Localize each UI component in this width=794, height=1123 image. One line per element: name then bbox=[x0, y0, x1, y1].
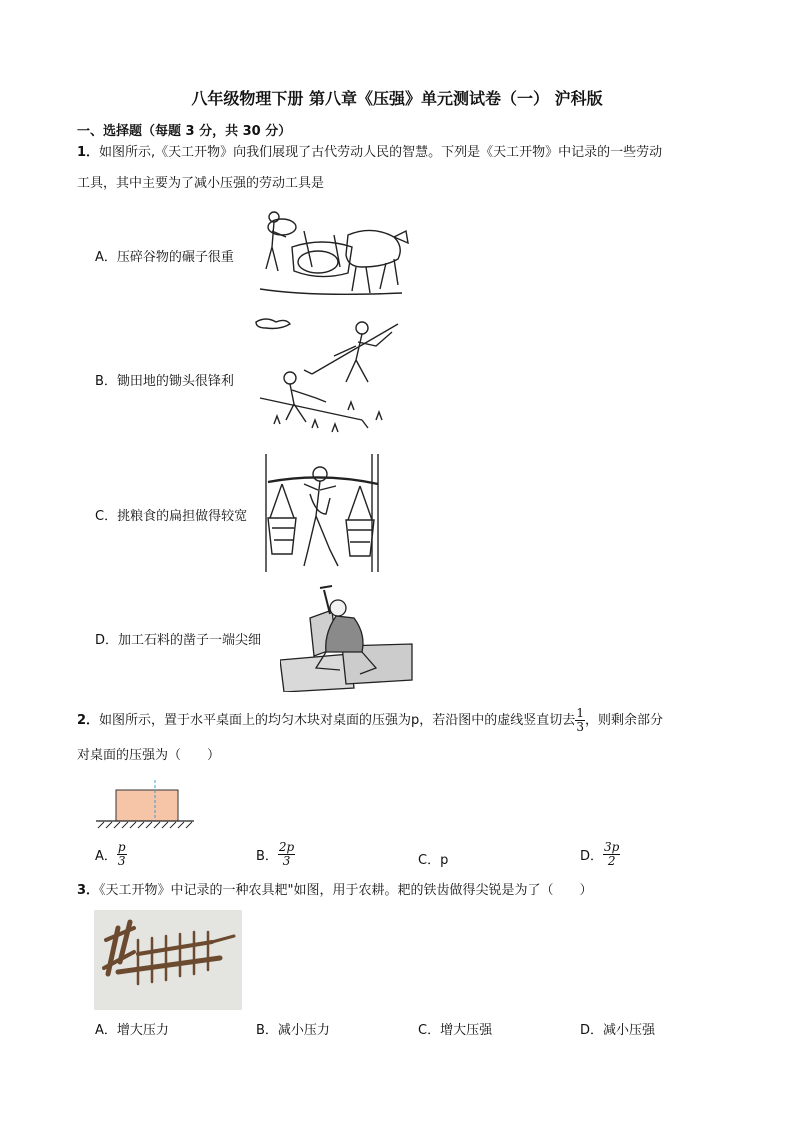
hoe-illustration bbox=[252, 316, 402, 438]
question-1-number: 1． bbox=[77, 145, 100, 160]
question-2-number: 2． bbox=[77, 713, 100, 728]
fraction-denominator: 3 bbox=[117, 854, 126, 868]
question-3-number: 3． bbox=[77, 883, 100, 898]
q3-option-b[interactable] bbox=[256, 1019, 330, 1038]
q1-option-a[interactable] bbox=[95, 246, 234, 265]
option-fraction bbox=[117, 841, 127, 868]
question-3-text: 《天工开物》中记录的一种农具耙"如图，用于农耕。耙的铁齿做得尖锐是为了（ ） bbox=[99, 883, 593, 898]
question-2-text-b: ，则剩余部分 bbox=[584, 713, 663, 728]
question-1-line2: 工具，其中主要为了减小压强的劳动工具是 bbox=[77, 176, 325, 191]
millstone-illustration bbox=[252, 207, 412, 299]
q2-option-d[interactable] bbox=[580, 841, 620, 868]
q1-option-d[interactable] bbox=[95, 629, 261, 648]
fraction-numerator: 2p bbox=[278, 840, 295, 854]
option-letter: D． bbox=[580, 1023, 604, 1038]
question-2-line1 bbox=[77, 706, 663, 736]
q2-option-a[interactable] bbox=[95, 841, 127, 868]
option-text: 增大压强 bbox=[440, 1023, 493, 1038]
question-2-line2: 对桌面的压强为（ ） bbox=[77, 748, 221, 763]
option-text: 压碎谷物的碾子很重 bbox=[116, 250, 234, 265]
wood-block-diagram bbox=[94, 778, 196, 830]
question-1-text: 如图所示,《天工开物》向我们展现了古代劳动人民的智慧。下列是《天工开物》中记录的一些劳动 bbox=[99, 145, 663, 160]
q1-option-b[interactable] bbox=[95, 370, 234, 389]
option-letter: C． bbox=[418, 1023, 441, 1038]
option-text: 增大压力 bbox=[116, 1023, 169, 1038]
option-text: 挑粮食的扁担做得较宽 bbox=[117, 509, 248, 524]
fraction-numerator: 1 bbox=[576, 706, 584, 720]
option-text: p bbox=[440, 853, 449, 868]
option-fraction bbox=[603, 841, 620, 868]
option-letter: C． bbox=[418, 853, 441, 868]
option-text: 加工石料的凿子一端尖细 bbox=[118, 633, 262, 648]
fraction-denominator: 3 bbox=[282, 854, 291, 868]
q3-option-a[interactable] bbox=[95, 1019, 169, 1038]
section-heading: 一、选择题（每题 3 分，共 30 分） bbox=[77, 124, 292, 139]
option-letter: A． bbox=[95, 250, 117, 265]
fraction-numerator: p bbox=[117, 840, 126, 854]
option-letter: D． bbox=[95, 633, 119, 648]
option-letter: D． bbox=[580, 849, 604, 864]
q2-option-c[interactable] bbox=[418, 849, 448, 868]
harrow-photo bbox=[94, 910, 242, 1010]
q3-option-d[interactable] bbox=[580, 1019, 655, 1038]
fraction-numerator: 3p bbox=[604, 840, 620, 854]
option-letter: A． bbox=[95, 1023, 117, 1038]
option-text: 锄田地的锄头很锋利 bbox=[116, 374, 234, 389]
q3-option-c[interactable] bbox=[418, 1019, 492, 1038]
q2-option-b[interactable] bbox=[256, 841, 295, 868]
option-text: 减小压强 bbox=[603, 1023, 656, 1038]
option-letter: B． bbox=[95, 374, 117, 389]
option-letter: A． bbox=[95, 849, 117, 864]
option-text: 减小压力 bbox=[277, 1023, 330, 1038]
carrying-pole-illustration bbox=[264, 454, 382, 572]
option-letter: B． bbox=[256, 1023, 278, 1038]
wood-block bbox=[116, 790, 178, 821]
option-letter: C． bbox=[95, 509, 118, 524]
question-2-text-a: 如图所示，置于水平桌面上的均匀木块对桌面的压强为p，若沿图中的虚线竖直切去 bbox=[99, 713, 576, 728]
question-3-line1 bbox=[77, 876, 593, 906]
question-1-line1 bbox=[77, 138, 662, 168]
fraction-denominator: 3 bbox=[576, 720, 584, 734]
page-title: 八年级物理下册 第八章《压强》单元测试卷（一） 沪科版 bbox=[191, 89, 603, 108]
fraction-denominator: 2 bbox=[607, 854, 616, 868]
q1-option-c[interactable] bbox=[95, 505, 247, 524]
fraction-one-third bbox=[575, 707, 585, 734]
option-letter: B． bbox=[256, 849, 278, 864]
option-fraction bbox=[278, 841, 295, 868]
chisel-illustration bbox=[280, 584, 416, 692]
